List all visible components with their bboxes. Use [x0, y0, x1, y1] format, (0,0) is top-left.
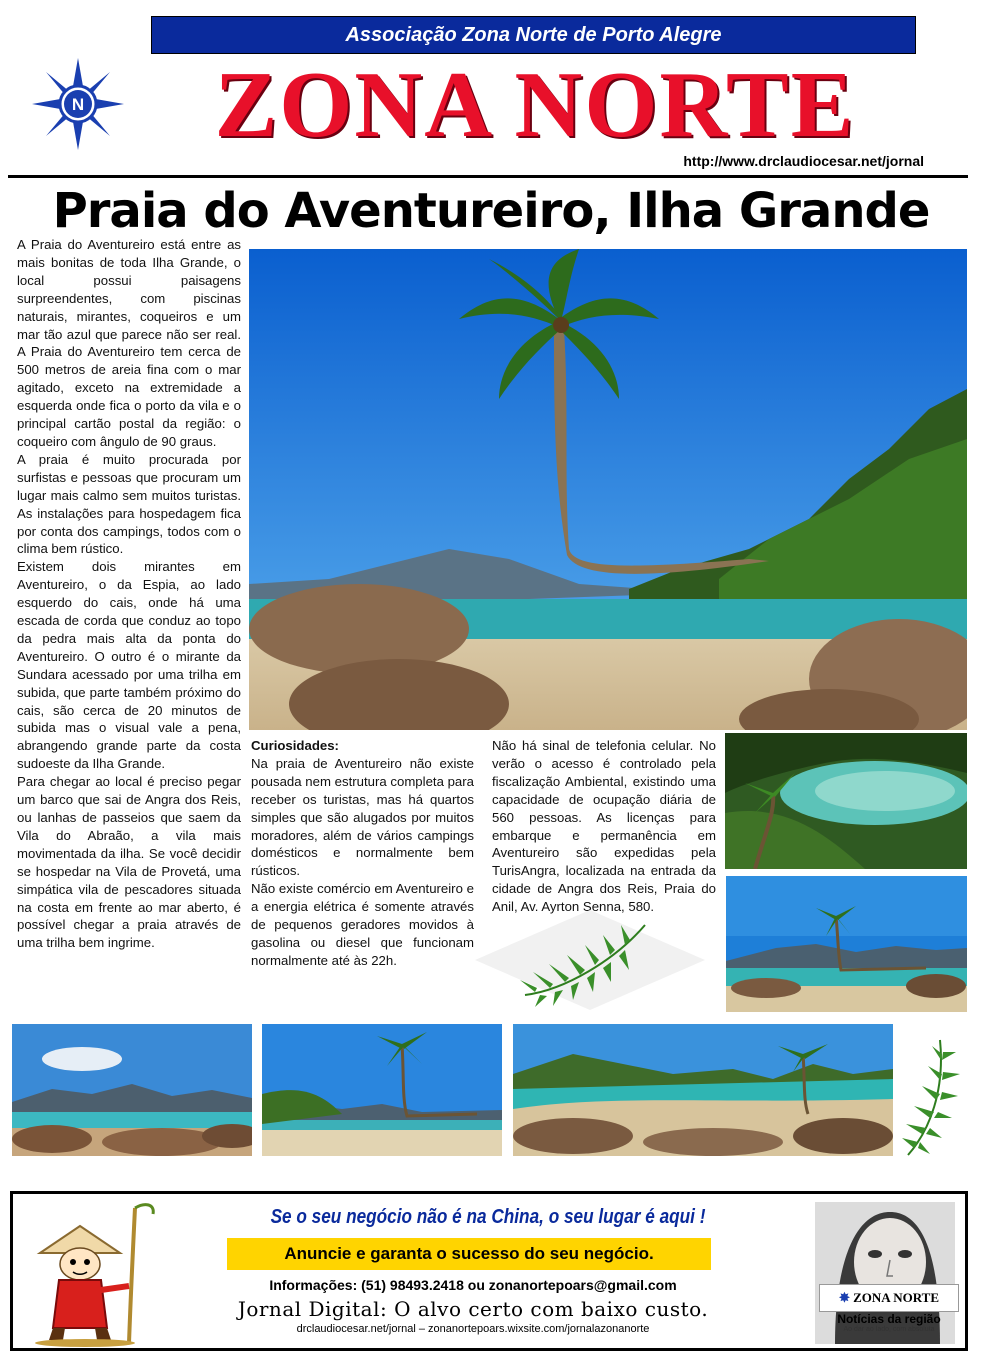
ad-highlight-banner: Anuncie e garanta o sucesso do seu negócio. [227, 1238, 711, 1270]
paragraph: Não existe comércio em Aventureiro e a energia elétrica é somente através de pequenos geradores movidos à gasolina ou diesel que funcionam normalmente até às 22h. [251, 881, 474, 968]
main-beach-photo [249, 249, 967, 730]
compass-logo-icon [32, 58, 124, 150]
paragraph: Existem dois mirantes em Aventureiro, o da Espia, ao lado esquerdo do cais, onde há uma escada de corda que conduz ao topo da pedra mais alta da ponta do Aventureiro. O outro é o mirante da Sundara acessado por uma trilha em subida, que parte também próximo do cais, são cerca de 20 minutos de subida mas o visual vale a pena, abrangendo grande parte da costa sudoeste da Ilha Grande. [17, 559, 241, 772]
association-banner: Associação Zona Norte de Porto Alegre [151, 16, 916, 54]
ad-contact-info[interactable]: Informações: (51) 98493.2418 ou zonanortepoars@gmail.com [269, 1277, 677, 1293]
article-column-1 [17, 236, 241, 952]
paragraph: Para chegar ao local é preciso pegar um barco que sai de Angra dos Reis, ou lanhas de passeios que saem da Vila do Abraão, a vila mais movimentada da ilha. Se você decidir se hospedar na Vila de Provetá, uma simpática vila de pescadores situada na costa em frente ao mar aberto, é possível chegar a praia através de uma trilha bem ingrime. [17, 774, 241, 951]
badge-title: ZONA NORTE [853, 1290, 940, 1305]
masthead-title: ZONA NORTE [214, 53, 856, 157]
paragraph: A Praia do Aventureiro está entre as mais bonitas de toda Ilha Grande, o local possui paisagens surpreendentes, com piscinas naturais, mirantes, coqueiros e um mar tão azul que parece não ser real. A Praia do Aventureiro tem cerca de 500 metros de areia fina com o mar agitado, exceto na extremidade a esquerda onde fica o porto da vila e o principal cartão postal da região: o coqueiro com ângulo de 90 graus. [17, 237, 241, 449]
bent-palm-photo [262, 1024, 502, 1156]
chinese-mascot-icon [25, 1198, 175, 1348]
palm-frond-icon [900, 1030, 964, 1160]
advertisement-box [10, 1191, 968, 1351]
paragraph: Não há sinal de telefonia celular. No verão o acesso é controlado pela fiscalização Ambiental, existindo uma capacidade de ocupação diária de 560 pessoas. As licenças para embarque e permanência em Aventureiro são expedidas pela TurisAngra, localizada na entrada da cidade de Angra dos Reis, Praia do Anil, Av. Ayrton Senna, 580. [492, 738, 716, 915]
rocks-shore-photo [12, 1024, 252, 1156]
header-divider [8, 175, 968, 178]
article-column-2 [251, 737, 474, 970]
ad-tagline: Jornal Digital: O alvo certo com baixo custo. [237, 1297, 709, 1321]
badge-subtitle: Notícias da região [837, 1312, 941, 1326]
ad-links[interactable]: drclaudiocesar.net/jornal – zonanortepoars.wixsite.com/jornalazonanorte [296, 1323, 650, 1335]
panoramic-beach-photo [513, 1024, 893, 1156]
paragraph: Na praia de Aventureiro não existe pousada nem estrutura completa para receber os turistas, mas há quartos simples que são alugados por muitos moradores, além de vários campings domésticos e normalmente bem rústicos. [251, 755, 474, 879]
star-icon: ✸ [838, 1290, 850, 1305]
section-subtitle: Curiosidades: [251, 738, 339, 753]
lagoon-photo [725, 733, 967, 869]
ad-slogan: Se o seu negócio não é na China, o seu lugar é aqui ! [270, 1206, 706, 1228]
palm-beach-photo [726, 876, 967, 1012]
article-headline: Praia do Aventureiro, Ilha Grande [52, 183, 930, 239]
paragraph: A praia é muito procurada por surfistas e pessoas que procuram um lugar mais calmo sem muitos turistas. As instalações para hospedagem fica por conta dos campings, todos com o clima bem rústico. [17, 451, 241, 557]
site-url-link[interactable]: http://www.drclaudiocesar.net/jornal [683, 153, 924, 169]
palm-leaf-decoration-icon [475, 910, 705, 1010]
badge-small-text: Ao dar ao lado, com absoluta [843, 1326, 935, 1333]
article-column-3 [492, 737, 716, 916]
compass-letter: N [71, 95, 85, 114]
zona-norte-badge [819, 1284, 959, 1312]
